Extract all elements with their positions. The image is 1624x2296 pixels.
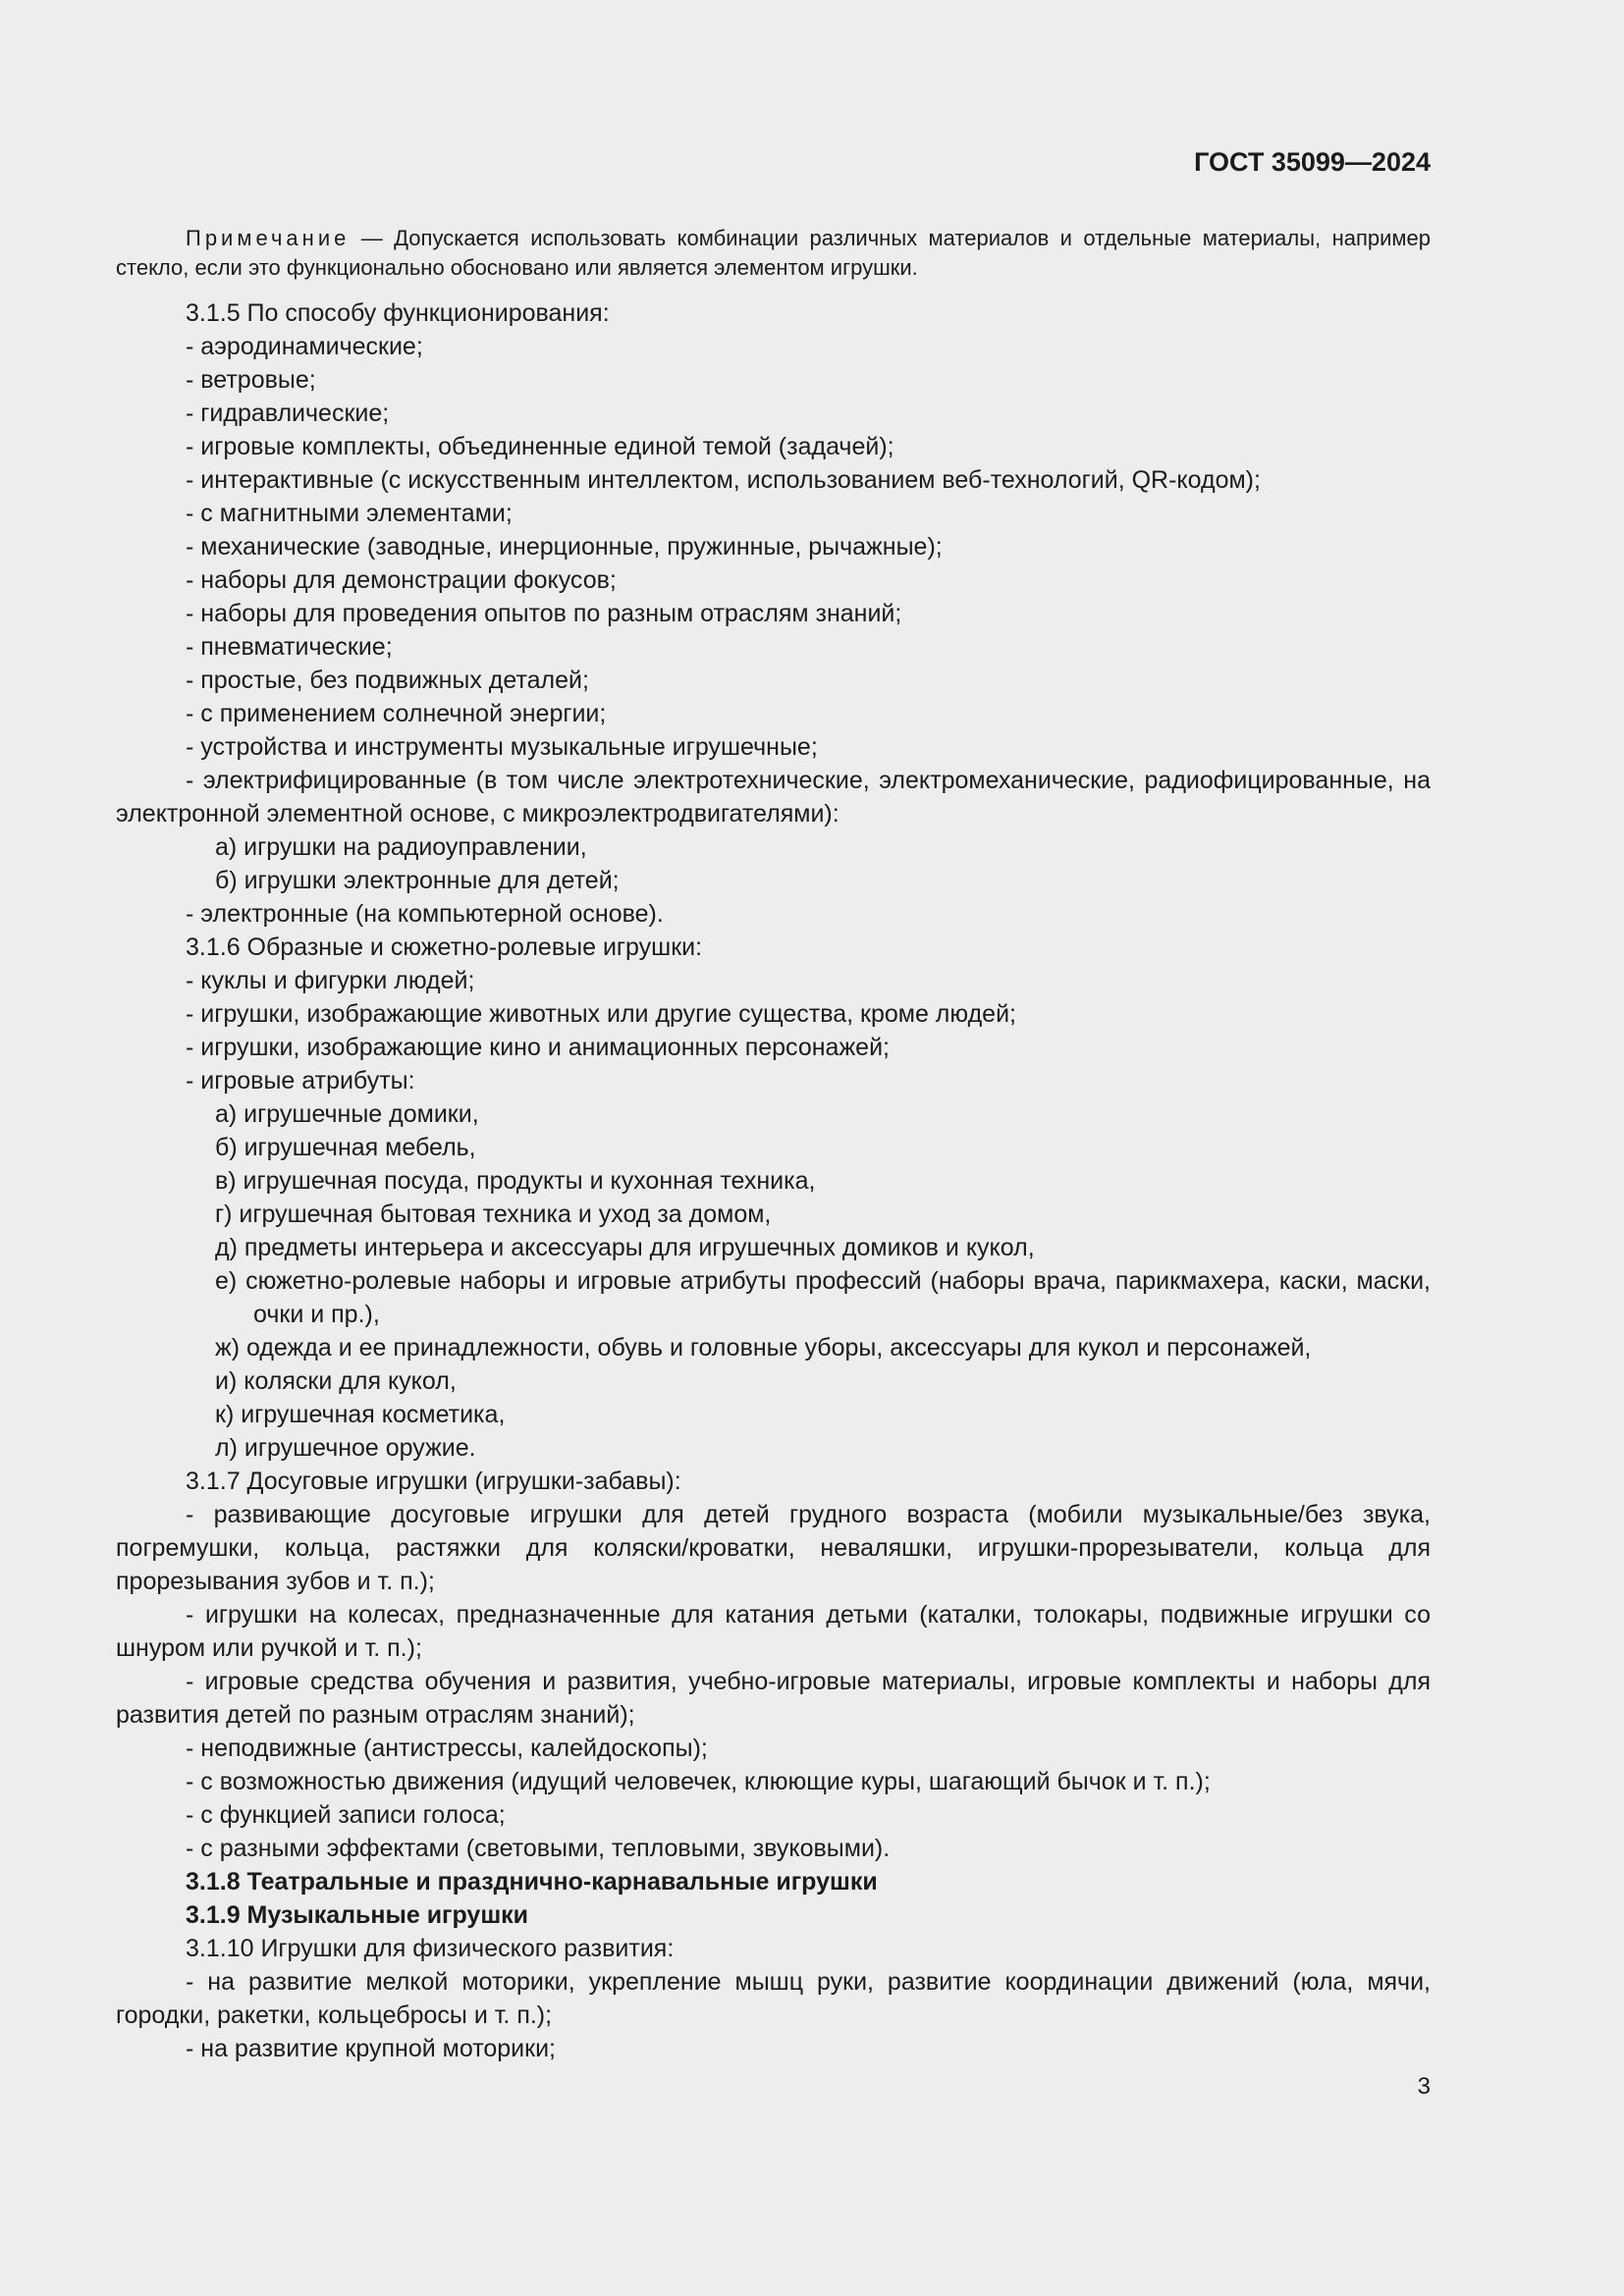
sub-list-item: а) игрушечные домики, <box>215 1100 479 1128</box>
list-item: - гидравлические; <box>186 400 390 427</box>
sub-list-item: б) игрушки электронные для детей; <box>215 867 620 894</box>
sub-list-item: л) игрушечное оружие. <box>215 1434 476 1462</box>
list-item: - простые, без подвижных деталей; <box>186 667 589 694</box>
section-heading: 3.1.6 Образные и сюжетно-ролевые игрушки: <box>186 934 703 961</box>
list-item: - наборы для демонстрации фокусов; <box>186 566 617 594</box>
list-item: - игровые средства обучения и развития, учебно-игровые материалы, игровые комплекты и наборы для развития детей по разным отраслям знаний); <box>116 1668 1431 1729</box>
list-item: - игрушки, изображающие кино и анимационных персонажей; <box>186 1034 890 1061</box>
sub-list-item: в) игрушечная посуда, продукты и кухонная техника, <box>215 1167 816 1195</box>
list-item: - устройства и инструменты музыкальные игрушечные; <box>186 733 818 761</box>
page-number: 3 <box>1417 2073 1431 2100</box>
section-heading: 3.1.7 Досуговые игрушки (игрушки-забавы): <box>186 1468 681 1495</box>
sub-list-item: и) коляски для кукол, <box>215 1367 457 1395</box>
sub-list-item: д) предметы интерьера и аксессуары для игрушечных домиков и кукол, <box>215 1234 1035 1261</box>
sub-list-item: б) игрушечная мебель, <box>215 1134 476 1161</box>
note-text: — Допускается использовать комбинации различных материалов и отдельные материалы, например стекло, если это функционально обосновано или является элементом игрушки. <box>116 226 1431 280</box>
list-item: - на развитие мелкой моторики, укрепление мышц руки, развитие координации движений (юла, мячи, городки, ракетки, кольцебросы и т. п.); <box>116 1968 1431 2029</box>
document-header: ГОСТ 35099—2024 <box>1194 147 1431 177</box>
list-item: - игровые комплекты, объединенные единой темой (задачей); <box>186 433 894 460</box>
section-heading-bold: 3.1.9 Музыкальные игрушки <box>186 1901 529 1929</box>
list-item: - электрифицированные (в том числе электротехнические, электромеханические, радиофицированные, на электронной элементной основе, с микроэлектродвигателями): <box>116 767 1431 828</box>
list-item: - аэродинамические; <box>186 333 423 360</box>
list-item: - с возможностью движения (идущий человечек, клюющие куры, шагающий бычок и т. п.); <box>186 1768 1211 1795</box>
list-item: - с применением солнечной энергии; <box>186 700 607 727</box>
note-paragraph <box>116 224 1431 283</box>
list-item: - игрушки на колесах, предназначенные для катания детьми (каталки, толокары, подвижные игрушки со шнуром или ручкой и т. п.); <box>116 1601 1431 1662</box>
section-heading: 3.1.10 Игрушки для физического развития: <box>186 1935 675 1962</box>
document-body <box>116 224 1431 2065</box>
list-item: - куклы и фигурки людей; <box>186 967 475 994</box>
list-item: - с разными эффектами (световыми, тепловыми, звуковыми). <box>186 1835 891 1862</box>
list-item: - ветровые; <box>186 366 316 394</box>
sub-list-item: к) игрушечная косметика, <box>215 1401 506 1428</box>
list-item: - электронные (на компьютерной основе). <box>186 900 664 928</box>
list-item: - игровые атрибуты: <box>186 1067 415 1095</box>
note-label: Примечание <box>186 226 351 250</box>
sub-list-item: г) игрушечная бытовая техника и уход за домом, <box>215 1201 772 1228</box>
list-item: - развивающие досуговые игрушки для детей грудного возраста (мобили музыкальные/без звука, погремушки, кольца, растяжки для коляски/кроватки, неваляшки, игрушки-прорезыватели, кольца для прорезывания зубов и т. п.); <box>116 1501 1431 1595</box>
list-item: - наборы для проведения опытов по разным отраслям знаний; <box>186 600 902 627</box>
section-heading-bold: 3.1.8 Театральные и празднично-карнавальные игрушки <box>186 1868 878 1896</box>
list-item: - с функцией записи голоса; <box>186 1801 506 1829</box>
list-item: - пневматические; <box>186 633 393 661</box>
list-item: - неподвижные (антистрессы, калейдоскопы); <box>186 1735 708 1762</box>
list-item: - механические (заводные, инерционные, пружинные, рычажные); <box>186 533 943 561</box>
list-item: - игрушки, изображающие животных или другие существа, кроме людей; <box>186 1000 1016 1028</box>
sub-list-item: е) сюжетно-ролевые наборы и игровые атрибуты профессий (наборы врача, парикмахера, каски, маски, очки и пр.), <box>215 1267 1431 1328</box>
sub-list-item: а) игрушки на радиоуправлении, <box>215 833 587 861</box>
list-item: - с магнитными элементами; <box>186 500 513 527</box>
section-heading: 3.1.5 По способу функционирования: <box>186 299 610 327</box>
list-item: - интерактивные (с искусственным интеллектом, использованием веб-технологий, QR-кодом); <box>186 466 1261 494</box>
sub-list-item: ж) одежда и ее принадлежности, обувь и головные уборы, аксессуары для кукол и персонажей, <box>215 1334 1312 1362</box>
list-item: - на развитие крупной моторики; <box>186 2035 556 2062</box>
